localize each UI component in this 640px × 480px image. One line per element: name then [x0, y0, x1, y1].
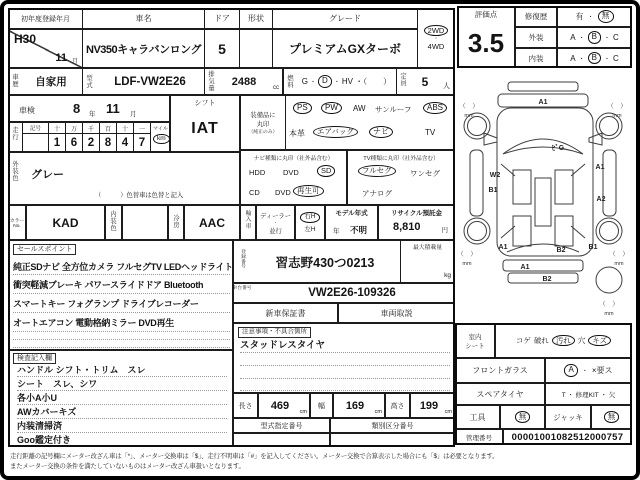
capacity-cell	[396, 68, 455, 95]
fuel-g: G	[301, 77, 309, 86]
height-label: 高さ	[385, 393, 410, 418]
seat-tear: 破れ	[533, 336, 549, 345]
tread-rear-right-unit: mm	[614, 261, 624, 267]
equipment-label-2: 丸印	[256, 121, 270, 128]
spare-tire-label: スペアタイヤ	[455, 383, 545, 405]
import-dealer: ディーラー	[260, 212, 291, 220]
model-year-cell	[325, 205, 378, 240]
seat-hole: 穴	[577, 336, 586, 345]
handle-rh-circled: 右H	[300, 212, 319, 222]
reg-no-value: 習志野430つ0213	[275, 255, 375, 270]
footer-note-line-1: 走行距離の記号欄にメーター改ざん車は「*」、メーター交換車は「$」、走行不明車は「#」を記入してください。メーター交換で合算表示した場合にも「$」は必要となります。	[10, 453, 499, 460]
damage-left-front: W2	[489, 172, 501, 179]
damage-rear-window: B2	[556, 247, 566, 254]
caution-box	[233, 323, 455, 393]
manual-cell: 車両取説	[338, 303, 455, 323]
sales-point-line-1: 純正SDナビ 全方位カメラ フルセグTV LEDヘッドライト	[13, 257, 230, 275]
mileage-digit-5: 4	[116, 133, 134, 152]
handle-lh: 左H	[304, 225, 316, 233]
shaken-year-unit: 年	[89, 111, 96, 118]
exterior-grade	[557, 27, 632, 48]
inspection-line-2: シート スレ、シワ	[17, 377, 227, 391]
inspection-notes-tag: 検査記入欄	[13, 353, 56, 364]
mileage-col-3: 千	[82, 122, 100, 134]
capacity-value: 5	[421, 74, 429, 89]
color-no-value: KAD	[26, 205, 105, 240]
right-side-rail	[603, 150, 616, 216]
shaken-year: 8	[73, 101, 81, 116]
interior-dot-2: ・	[603, 56, 610, 63]
navi-hdd: HDD	[249, 168, 266, 177]
shape-value	[239, 29, 273, 68]
sales-point-line-4: オートエアコン 電動格納ミラー DVD再生	[13, 313, 230, 332]
import-label: 輸入車	[245, 211, 252, 230]
displacement-unit: cc	[273, 85, 279, 91]
exterior-c: C	[612, 33, 619, 42]
car-damage-diagram	[457, 70, 629, 322]
pillar-lines	[501, 164, 585, 238]
warranty-cell: 新車保証書	[233, 303, 338, 323]
import-dot: ・	[273, 219, 278, 225]
reg-no-label	[236, 249, 248, 268]
score-value: 3.5	[467, 27, 505, 58]
history-cell	[8, 68, 83, 95]
windshield	[503, 139, 583, 154]
damage-rear-panel: A1	[520, 264, 530, 271]
tv-type-box	[347, 150, 455, 205]
tread-spare-unit: mm	[604, 311, 614, 317]
seat-burn: コゲ	[515, 336, 531, 345]
navi-dvd-play-circled: 再生可	[293, 185, 324, 197]
drive-2wd-circled: 2WD	[424, 25, 449, 37]
footer-note-line-2: またメーター交換の条件を満たしていないものはメーター改ざん車扱いとなります。	[10, 463, 245, 470]
first-reg-label: 初年度登録年月	[8, 8, 83, 29]
inspection-line-1: ハンドル シフト・トリム スレ	[17, 363, 227, 377]
car-body-outline	[497, 108, 593, 256]
interior-color-label-cell	[105, 205, 122, 240]
drive-dot: ・	[433, 36, 439, 43]
tools-label: 工具	[455, 405, 500, 429]
tools-value-cell	[500, 405, 545, 429]
drivetrain-cell	[417, 8, 455, 68]
damage-right-front: A1	[595, 164, 605, 171]
interior-a: A	[570, 53, 576, 63]
mileage-digit-2: 6	[65, 133, 83, 152]
equipment-label-cell	[241, 96, 286, 149]
capacity-label: 定員	[400, 73, 407, 88]
equipment-sunroof: サンルーフ	[375, 105, 412, 114]
height-unit: cm	[444, 409, 452, 415]
type-no-value	[233, 433, 330, 447]
equipment-tv: TV	[425, 128, 436, 137]
windshield-value	[545, 358, 632, 383]
chassis-row	[233, 283, 455, 303]
tread-front-left: （ ）	[459, 103, 479, 110]
fuel-dot-2: ・	[333, 80, 340, 86]
inspection-line-3: 各小A小U	[17, 391, 227, 405]
model-year-prefix: 年	[333, 228, 340, 235]
inspection-line-5: 内装清掃済	[17, 419, 227, 433]
fuel-hv: HV ・（ ）	[341, 77, 392, 86]
ac-value: AAC	[184, 205, 240, 240]
mileage-col-sign: 記号	[22, 122, 49, 134]
mileage-digit-4: 8	[99, 133, 117, 152]
tread-front-left-unit: mm	[464, 113, 474, 119]
shaken-cell	[8, 95, 170, 122]
tv-analog: アナログ	[362, 189, 392, 198]
sales-points-tag: セールスポイント	[13, 244, 76, 255]
shaken-month-unit: 月	[130, 111, 137, 118]
caution-empty-3	[240, 379, 450, 391]
control-no-label: 管理番号	[455, 429, 503, 445]
repair-label: 修復歴	[515, 6, 557, 27]
tread-spare: （ ）	[599, 301, 619, 308]
payload-unit: kg	[444, 272, 451, 279]
mileage-digit-3: 2	[82, 133, 100, 152]
shaken-label: 車検	[19, 106, 35, 115]
tv-fullseg-circled: フルセグ	[358, 165, 396, 177]
damage-rear-right: B1	[588, 244, 598, 251]
length-value: 469	[270, 399, 290, 412]
equipment-abs-circled: ABS	[423, 102, 447, 114]
payload-cell	[400, 241, 455, 282]
ac-label: 冷房	[173, 215, 180, 230]
repair-dot: ・	[587, 15, 594, 21]
model-year-label: モデル年式	[335, 210, 368, 217]
equipment-aw: AW	[353, 104, 366, 113]
navi-dvd-play-prefix: DVD	[275, 188, 291, 197]
class-no-label: 類別区分番号	[330, 418, 455, 433]
equipment-label-3: （純正のみ）	[248, 130, 278, 135]
interior-dot-1: ・	[578, 56, 585, 63]
spare-tire-value: T ・ 修理KIT ・ 欠	[545, 383, 632, 405]
displacement-label: 排気量	[208, 71, 215, 93]
exterior-b-circled: B	[588, 31, 601, 43]
recycle-cell	[378, 205, 455, 240]
rear-window	[507, 244, 579, 252]
mileage-mile-label: マイル	[153, 125, 168, 132]
dealer-parallel-cell	[256, 205, 295, 240]
front-bumper-top	[508, 82, 578, 91]
body-color-value: グレー	[31, 169, 64, 181]
seat-left-front	[513, 170, 531, 204]
equipment-label-1: 装備品に	[250, 112, 276, 119]
seat-condition-items	[495, 323, 632, 358]
inspection-line-6: Goo鑑定付き	[17, 435, 71, 445]
navi-type-box	[240, 150, 347, 205]
mileage-label: 走行	[12, 127, 19, 142]
mileage-col-2: 万	[65, 122, 83, 134]
seat-stain-circled: 汚れ	[552, 335, 575, 347]
repair-no-circled: 無	[598, 10, 614, 22]
equipment-navi-circled: ナビ	[369, 126, 393, 138]
shaken-month: 11	[106, 101, 120, 116]
model-code-cell	[82, 68, 205, 95]
car-name-label: 車名	[82, 8, 205, 29]
jack-none-circled: 無	[604, 411, 620, 423]
import-label-cell	[240, 205, 256, 240]
model-code-label: 型式	[86, 75, 93, 90]
damage-rear-left: A1	[498, 244, 508, 251]
seat-label-cell	[455, 323, 495, 358]
repair-yes: 有	[575, 12, 584, 21]
control-no-value: 00001001082512000757	[503, 429, 632, 445]
left-side-rail	[470, 150, 483, 216]
recycle-value: 8,810	[393, 221, 421, 233]
windshield-x: ×要ス	[591, 366, 613, 375]
interior-color-value	[122, 205, 168, 240]
sales-points-box	[8, 240, 233, 350]
seat-left-rear	[513, 216, 531, 246]
car-name-value: NV350キャラバンロング	[82, 29, 205, 68]
width-value: 169	[345, 399, 365, 412]
fuel-cell	[283, 68, 397, 95]
rear-panel	[503, 260, 583, 271]
recycle-unit: 円	[441, 227, 448, 234]
payload-label: 最大積載量	[413, 245, 442, 251]
exterior-dot-1: ・	[578, 36, 585, 42]
height-value: 199	[419, 399, 439, 412]
color-no-label-2: No.	[13, 223, 21, 229]
mileage-col-1: 十	[48, 122, 66, 134]
inspection-notes-box	[8, 350, 233, 447]
height-cell	[410, 393, 455, 418]
interior-c: C	[612, 53, 619, 63]
spare-tire	[596, 267, 622, 293]
interior-label: 内装	[515, 48, 557, 68]
tread-rear-right: （ ）	[609, 251, 629, 258]
first-reg-year: H30	[14, 32, 37, 46]
type-no-label: 型式指定番号	[233, 418, 330, 433]
exterior-label: 外装	[515, 27, 557, 48]
fuel-d-circled: D	[318, 75, 332, 87]
windshield-label: フロントガラス	[455, 358, 545, 383]
caution-tag: 注意事項・不具合箇所	[238, 327, 311, 338]
recycle-label: リサイクル預託金	[390, 210, 443, 217]
ac-label-cell	[168, 205, 184, 240]
width-unit: cm	[374, 409, 382, 415]
length-label: 長さ	[233, 393, 258, 418]
center-aisle	[535, 178, 551, 226]
sales-point-line-2: 衝突軽減ブレーキ パワースライドドア Bluetooth	[13, 275, 230, 294]
mileage-col-6: 一	[133, 122, 151, 134]
seat-label-2: シート	[465, 342, 485, 350]
tools-none-circled: 無	[515, 411, 531, 423]
body-color-note: （ ）色替車は色替と記入	[95, 192, 184, 199]
damage-right-mid: A2	[596, 196, 606, 203]
jack-value-cell	[591, 405, 632, 429]
sales-point-line-3: スマートキー フォグランプ ドライブレコーダー	[13, 294, 230, 313]
chassis-label	[232, 286, 252, 292]
damage-rear-bumper: B2	[542, 276, 552, 283]
interior-color-label: 内装色	[110, 211, 117, 233]
length-cell	[258, 393, 310, 418]
chassis-value: VW2E26-109326	[308, 287, 396, 299]
tv-type-header: TV種類に丸印（社外品含む）	[363, 155, 439, 162]
equipment-box	[240, 95, 455, 150]
jack-label: ジャッキ	[545, 405, 591, 429]
sales-point-empty-2	[13, 340, 230, 348]
seat-right-rear	[555, 216, 573, 246]
first-reg-month-unit: 月	[71, 59, 78, 65]
navi-sd-circled: SD	[317, 165, 335, 177]
exterior-a: A	[570, 33, 576, 42]
caution-empty-2	[240, 366, 450, 379]
damage-windshield: ﾋﾞG	[551, 145, 565, 152]
damage-front-bumper: A1	[538, 99, 548, 106]
caution-line: スタッドレスタイヤ	[240, 337, 450, 353]
reg-no-label-text: 登録番号	[239, 249, 245, 269]
score-label: 評価点	[474, 10, 498, 19]
reg-no-row	[233, 240, 455, 283]
windshield-dot: ・	[581, 369, 588, 375]
displacement-cell	[204, 68, 283, 95]
drive-4wd: 4WD	[427, 42, 445, 52]
exterior-dot-2: ・	[603, 36, 610, 42]
windshield-a-circled: A	[564, 364, 577, 376]
class-no-value	[330, 433, 455, 447]
door-value: 5	[204, 29, 240, 68]
body-color-cell	[8, 152, 240, 205]
shape-label: 形状	[239, 8, 273, 29]
import-parallel: 並行	[269, 227, 282, 235]
tread-front-right-unit: mm	[612, 113, 622, 119]
repair-value	[557, 6, 632, 27]
equipment-airbag-circled: エアバッグ	[313, 126, 358, 138]
handle-cell	[295, 205, 325, 240]
seat-label-1: 室内	[468, 333, 482, 341]
navi-cd: CD	[249, 188, 260, 197]
displacement-value: 2488	[231, 75, 257, 88]
navi-dvd: DVD	[283, 168, 299, 177]
wheel-rear-left-rim	[468, 222, 487, 241]
seat-scratch-circled: キズ	[588, 335, 611, 347]
wheel-rear-right-rim	[600, 222, 619, 241]
width-label: 幅	[310, 393, 333, 418]
model-year-value: 不明	[350, 225, 368, 235]
body-color-label: 外装色	[12, 161, 19, 183]
capacity-unit: 人	[443, 83, 450, 90]
mileage-block	[8, 122, 170, 152]
shift-label: シフト	[194, 100, 216, 107]
caution-empty-1	[240, 353, 450, 366]
first-reg-value	[8, 29, 83, 68]
mileage-col-4: 百	[99, 122, 117, 134]
shift-cell	[170, 95, 240, 152]
fuel-dot-1: ・	[310, 80, 317, 86]
mileage-km-circled: km	[153, 134, 170, 144]
grade-label: グレード	[272, 8, 418, 29]
equipment-leather: 本革	[289, 129, 305, 138]
fuel-label: 燃料	[287, 75, 294, 90]
width-cell	[333, 393, 385, 418]
interior-b-circled: B	[588, 52, 601, 64]
seat-right-front	[555, 170, 573, 204]
fuel-options	[297, 69, 396, 94]
length-unit: cm	[299, 409, 307, 415]
tread-rear-left-unit: mm	[462, 261, 472, 267]
damage-left-mid: B1	[488, 187, 498, 194]
chassis-label-1: 車台番号	[232, 286, 252, 291]
tread-front-right: （ ）	[607, 103, 627, 110]
first-reg-month: 11	[55, 52, 67, 64]
navi-type-header: ナビ種類に丸印（社外品含む）	[253, 155, 334, 162]
mileage-col-5: 十	[116, 122, 134, 134]
tv-oneseg: ワンセグ	[410, 169, 440, 178]
mileage-digit-6: 7	[133, 133, 151, 152]
inspection-line-4: AWカバーキズ	[17, 405, 227, 419]
history-value: 自家用	[35, 76, 67, 88]
interior-grade	[557, 48, 632, 68]
sales-point-empty-1	[13, 332, 230, 340]
mileage-digit-1: 1	[48, 133, 66, 152]
color-no-label-cell	[8, 205, 26, 240]
door-label: ドア	[204, 8, 240, 29]
shift-value: IAT	[191, 120, 219, 137]
equipment-ps-circled: PS	[293, 102, 312, 114]
color-no-label-1: カラー	[9, 218, 25, 224]
score-cell	[457, 6, 515, 68]
equipment-pw-circled: PW	[321, 102, 342, 114]
history-label: 車歴	[12, 74, 19, 89]
grade-value: プレミアムGXターボ	[272, 29, 418, 68]
tread-rear-left: （ ）	[457, 251, 477, 258]
mileage-digit-sign	[22, 133, 49, 152]
model-code-value: LDF-VW2E26	[114, 75, 186, 88]
